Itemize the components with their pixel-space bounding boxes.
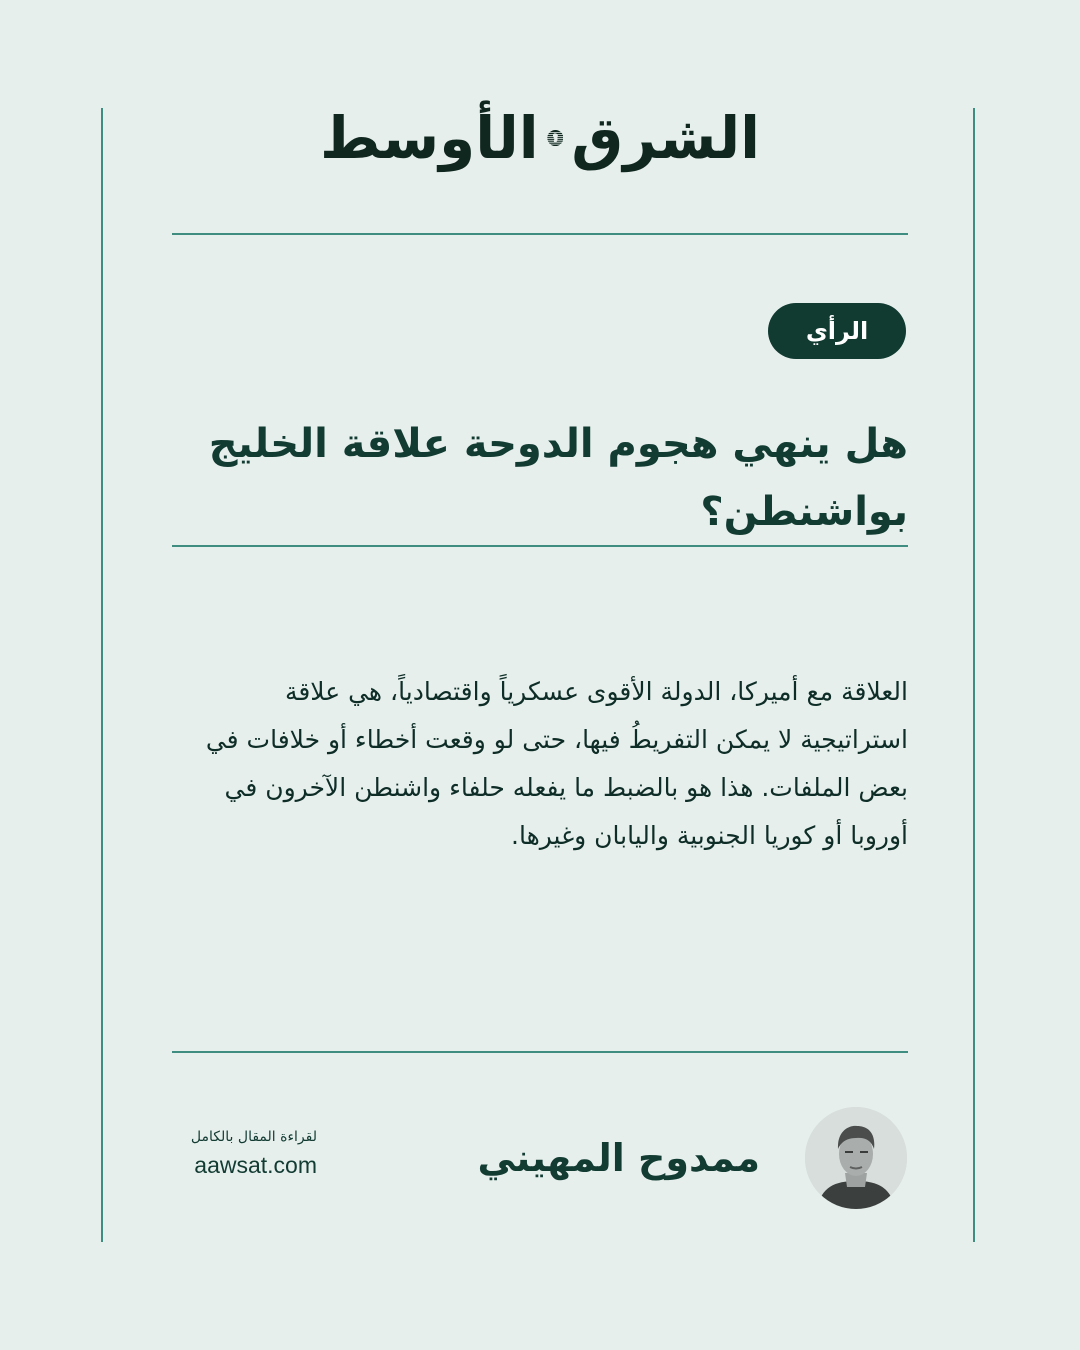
frame-right-border — [973, 108, 975, 1242]
globe-icon — [547, 112, 564, 164]
author-avatar — [805, 1107, 907, 1209]
section-badge — [768, 303, 906, 359]
author-photo — [805, 1107, 907, 1209]
brand-name-part-2: الأوسط — [320, 104, 539, 172]
website-link[interactable]: aawsat.com — [194, 1152, 317, 1178]
author-name: ممدوح المهيني — [477, 1136, 760, 1180]
brand-logo — [320, 100, 760, 176]
section-label: الرأي — [805, 317, 869, 345]
frame-left-border — [101, 108, 103, 1242]
headline-divider — [172, 545, 908, 547]
brand-name-part-1: الشرق — [571, 104, 760, 172]
article-excerpt: العلاقة مع أميركا، الدولة الأقوى عسكرياً واقتصادياً، هي علاقة استراتيجية لا يمكن التفريطُ فيها، حتى لو وقعت أخطاء أو خلافات في بعض الملفات. هذا هو بالضبط ما يفعله حلفاء واشنطن الآخرون في أوروبا أو كوريا الجنوبية واليابان وغيرها. — [205, 677, 908, 850]
header-divider — [172, 233, 908, 235]
article-headline: هل ينهي هجوم الدوحة علاقة الخليج بواشنطن؟ — [208, 421, 908, 535]
footer-divider — [172, 1051, 908, 1053]
read-more-label: لقراءة المقال بالكامل — [190, 1129, 317, 1145]
